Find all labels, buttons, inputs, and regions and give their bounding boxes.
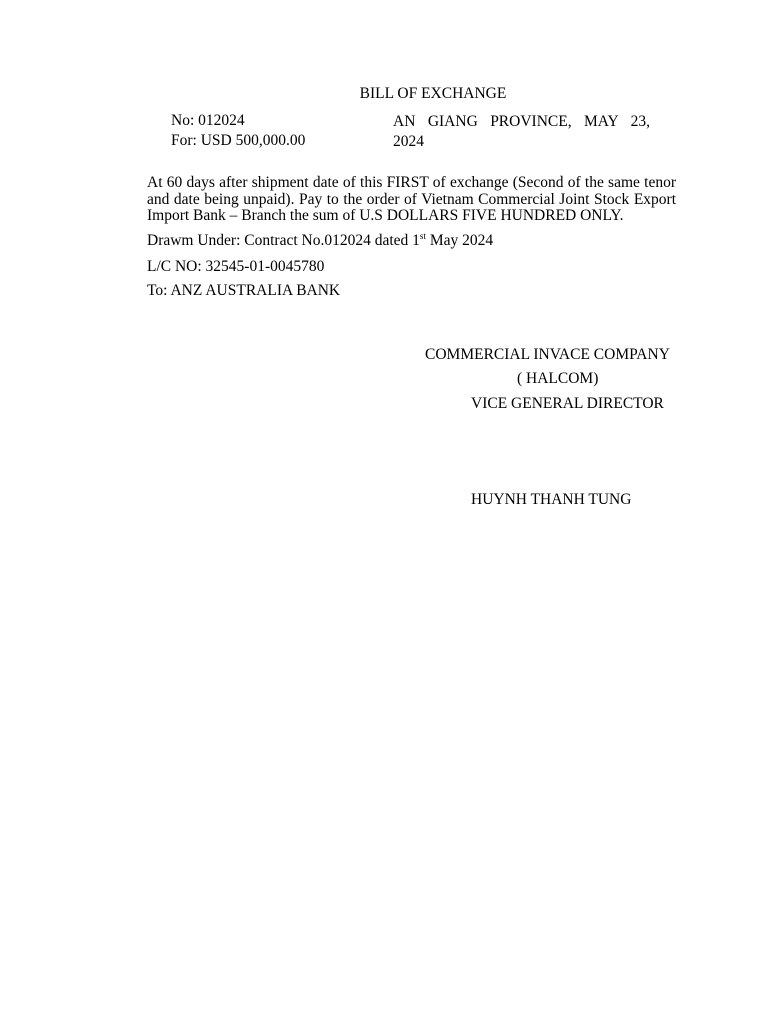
company-name: COMMERCIAL INVACE COMPANY: [425, 346, 670, 363]
bill-amount: For: USD 500,000.00: [171, 132, 306, 149]
document-title: BILL OF EXCHANGE: [359, 85, 507, 102]
drawn-under-prefix: Drawm Under: Contract No.012024 dated 1: [147, 232, 420, 249]
bill-number: No: 012024: [171, 112, 245, 129]
drawee-bank: To: ANZ AUSTRALIA BANK: [147, 282, 341, 299]
drawn-under-line: [147, 232, 493, 250]
lc-number: L/C NO: 32545-01-0045780: [147, 258, 325, 275]
drawn-under-ordinal: st: [419, 230, 426, 241]
company-short-name: ( HALCOM): [517, 370, 599, 387]
bill-body-text: At 60 days after shipment date of this FIRST of exchange (Second of the same tenor and date being unpaid). Pay to the order of Vietnam Commercial Joint Stock Export Import Bank – Branch the sum of U.S DOLLARS FIVE HUNDRED ONLY.: [147, 174, 676, 224]
signer-position: VICE GENERAL DIRECTOR: [471, 395, 664, 412]
place-and-date: AN GIANG PROVINCE, MAY 23, 2024: [393, 113, 650, 150]
drawn-under-suffix: May 2024: [425, 232, 494, 249]
signer-name: HUYNH THANH TUNG: [471, 491, 632, 508]
